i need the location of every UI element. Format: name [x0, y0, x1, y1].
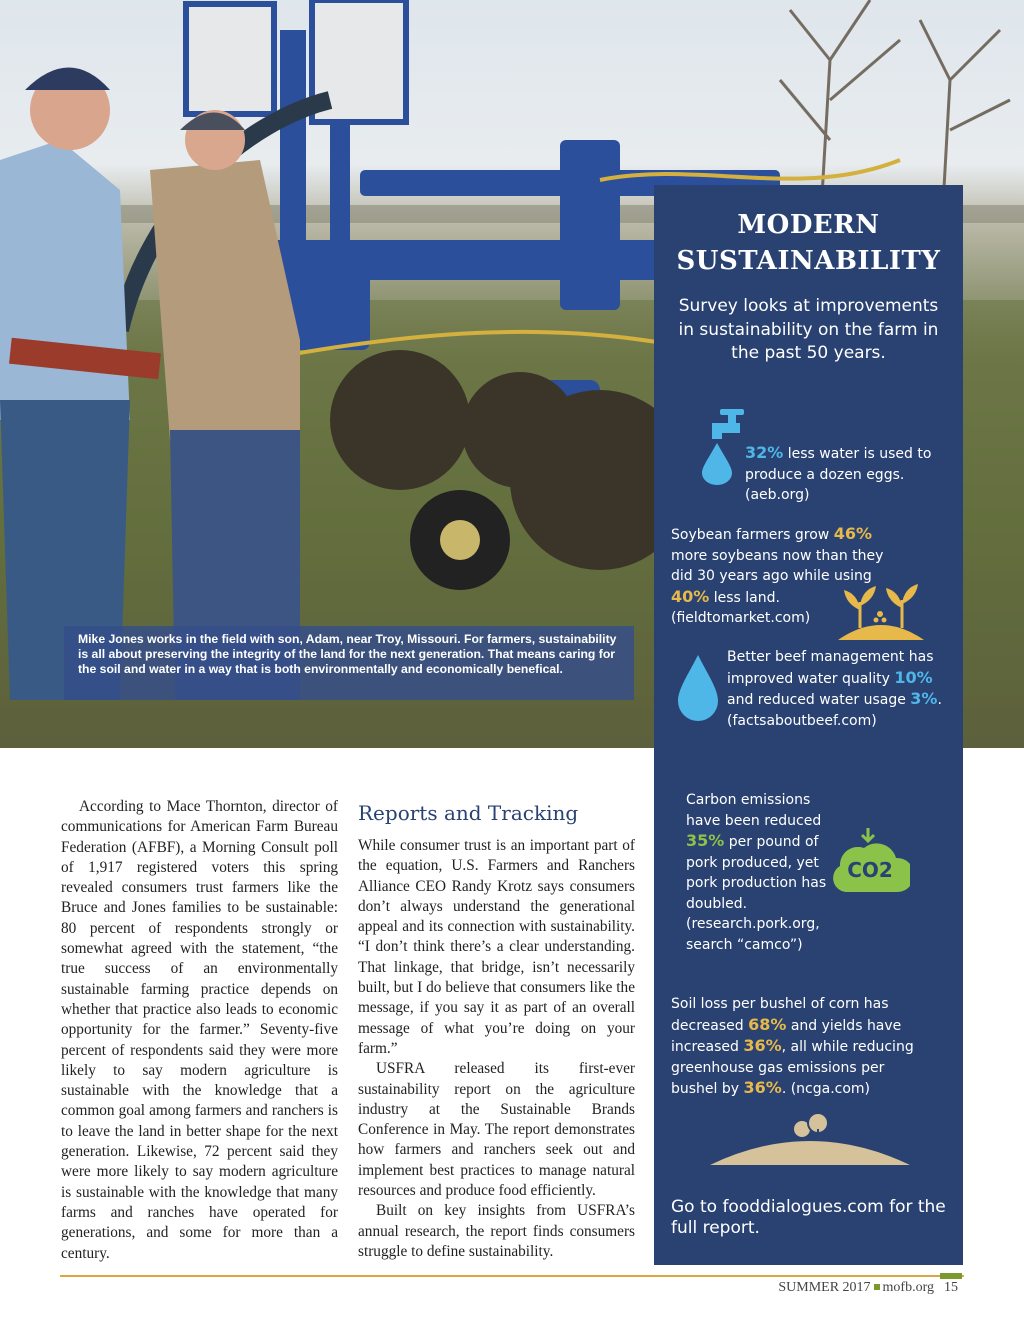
beef-pct-1: 10% — [894, 667, 933, 687]
soil-stat — [671, 994, 921, 1100]
beef-text-a: Better beef management has improved water quality — [727, 649, 934, 687]
article-paragraph: While consumer trust is an important part of the equation, U.S. Farmers and Ranchers Alliance CEO Randy Krotz says consumers don’t always understand the generational appeal and its connection with sustainability. “I don’t think there’s a clear understanding. That linkage, that bridge, isn’t necessarily built, but I do believe that consumers like the message, if you say it as part of an overall message of what you’re doing on your farm.” — [358, 837, 635, 1057]
soy-text-c: less land. (fieldtomarket.com) — [671, 589, 811, 626]
article-column-1 — [61, 797, 338, 1264]
water-text: less water is used to produce a dozen eggs. (aeb.org) — [745, 446, 932, 503]
soil-pct-2: 36% — [743, 1036, 782, 1055]
page-number: 15 — [944, 1280, 958, 1295]
issue-label: SUMMER 2017 — [778, 1280, 871, 1295]
beef-text-b: and reduced water usage — [727, 692, 911, 708]
landscape-trees-icon — [710, 1113, 910, 1167]
co2-label: CO2 — [847, 858, 893, 882]
soil-text-c: , all while reducing greenhouse gas emissions per bushel by — [671, 1039, 914, 1097]
section-heading: Reports and Tracking — [358, 801, 579, 825]
sustainability-sidebar — [654, 185, 963, 1265]
soy-pct-1: 46% — [833, 524, 873, 543]
article-paragraph: Built on key insights from USFRA’s annual research, the report finds consumers struggle to define sustainability. — [358, 1202, 635, 1260]
soy-text-a: Soybean farmers grow — [671, 527, 834, 543]
carbon-stat — [686, 790, 846, 955]
water-stat — [745, 443, 945, 506]
page-folio — [778, 1280, 958, 1296]
square-bullet-icon — [874, 1284, 880, 1290]
soil-pct-1: 68% — [748, 1014, 787, 1034]
sidebar-title-line2: SUSTAINABILITY — [676, 246, 941, 276]
article-paragraph: USFRA released its first-ever sustainability report on the agriculture industry at the Sustainable Brands Conference in May. The report demonstrates how farmers and ranchers seek out and implement best practices to manage natural resources and produce food efficiently. — [358, 1060, 635, 1200]
site-label: mofb.org — [882, 1280, 934, 1295]
carbon-text-a: Carbon emissions have been reduced — [686, 792, 822, 829]
soil-pct-3: 36% — [743, 1078, 782, 1097]
co2-cloud-icon — [830, 828, 910, 900]
soy-pct-2: 40% — [671, 586, 710, 606]
carbon-pct: 35% — [686, 831, 725, 850]
sidebar-title — [654, 207, 963, 279]
carbon-text-b: per pound of pork produced, yet pork production has doubled. (research.pork.org, search “camco”) — [686, 834, 827, 953]
soil-text-d: . (ncga.com) — [781, 1081, 871, 1097]
soy-text-b: more soybeans now than they did 30 years ago while using — [671, 547, 884, 584]
beef-stat — [727, 647, 949, 731]
soybean-plants-icon — [838, 582, 924, 642]
beef-pct-2: 3% — [910, 689, 938, 708]
sidebar-footer-link-text: Go to fooddialogues.com for the full report. — [671, 1197, 946, 1238]
photo-caption: Mike Jones works in the field with son, Adam, near Troy, Missouri. For farmers, sustainability is all about preserving the integrity of the land for the next generation. That means caring for the soil and water in a way that is both environmentally and economically benefical. — [64, 626, 634, 700]
soil-text-b: and yields have increased — [671, 1017, 902, 1055]
sidebar-title-line1: MODERN — [737, 210, 880, 240]
footer-rule — [60, 1275, 964, 1277]
sidebar-intro: Survey looks at improvements in sustainability on the farm in the past 50 years. — [678, 296, 939, 363]
water-pct: 32% — [745, 443, 784, 462]
water-drop-icon — [676, 655, 720, 723]
beef-text-c: . (factsaboutbeef.com) — [727, 692, 942, 729]
article-paragraph: According to Mace Thornton, director of communications for American Farm Bureau Federation (AFBF), a Morning Consult poll of 1,917 registered voters this spring revealed consumers trust farmers like the Bruce and Jones families to be sustainable: 80 percent of respondents strongly or somewhat agreed with the statement, “the true success of an environmentally sustainable farming practice depends on whether that practice also leads to economic opportunity for the farmer.” Seventy-five percent of respondents said they were more likely to say modern agriculture is sustainable with the knowledge that a common goal among farmers and ranchers is to leave the land in better shape for the next generation. Likewise, 72 percent said they were more likely to say modern agriculture is sustainable with the knowledge that many farms and ranches have operated for generations, and some for more than a century. — [61, 798, 338, 1262]
soil-text-a: Soil loss per bushel of corn has decreased — [671, 996, 889, 1034]
article-column-2 — [358, 800, 635, 1262]
footer-rule-accent — [940, 1273, 962, 1279]
